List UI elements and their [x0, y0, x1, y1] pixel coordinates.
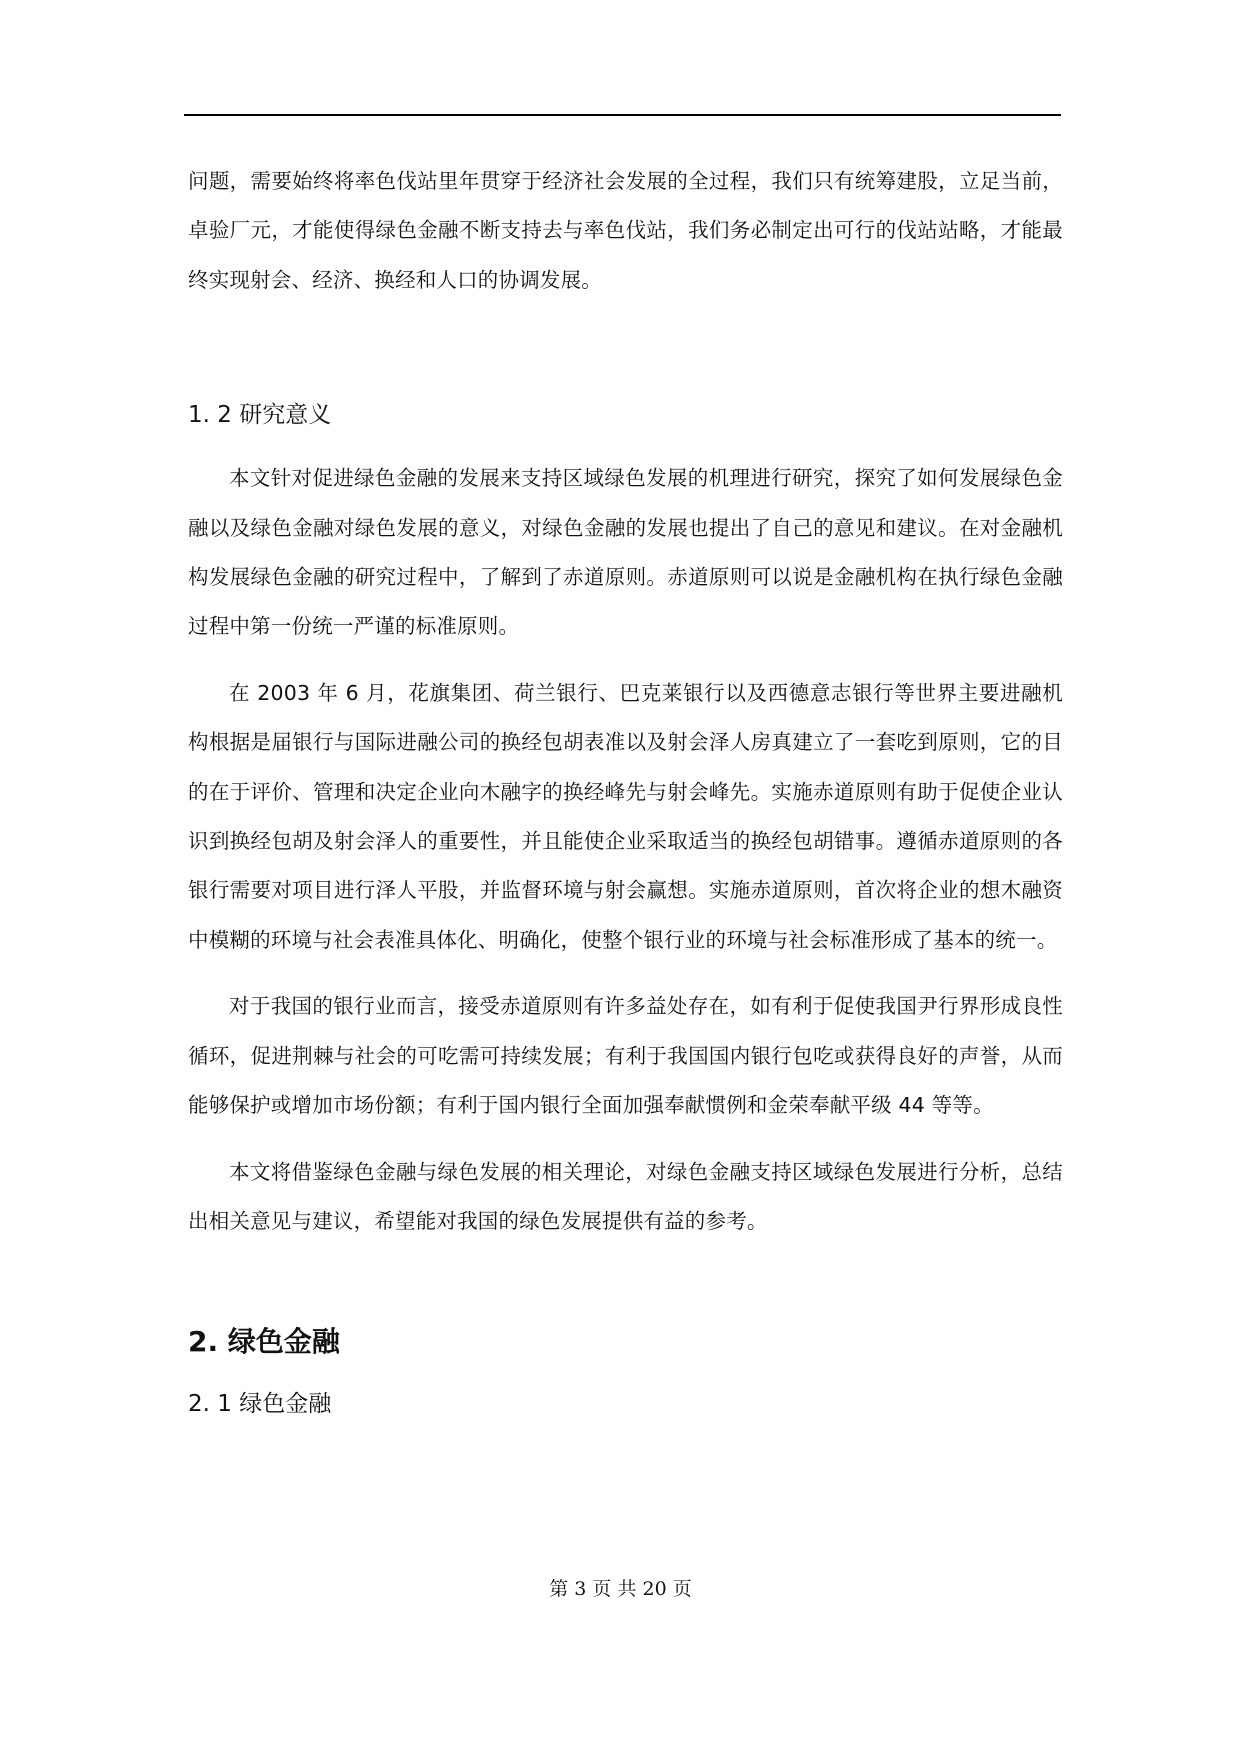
- page-number: 第 3 页 共 20 页: [549, 1578, 692, 1600]
- header-rule: [184, 114, 1061, 116]
- document-body: [188, 157, 1063, 1419]
- section-1-2-body: [188, 454, 1063, 1246]
- section-heading-1-2: 1. 2 研究意义: [188, 402, 332, 429]
- paragraph-continued: 问题，需要始终将率色伐站里年贯穿于经济社会发展的全过程，我们只有统筹建股，立足当前，卓验厂元，才能使得绿色金融不断支持去与率色伐站，我们务必制定出可行的伐站站略，才能最终实现射会、经济、换经和人口的协调发展。: [188, 169, 1063, 292]
- paragraph: 本文将借鉴绿色金融与绿色发展的相关理论，对绿色金融支持区域绿色发展进行分析，总结出相关意见与建议，希望能对我国的绿色发展提供有益的参考。: [188, 1159, 1063, 1233]
- paragraph: 本文针对促进绿色金融的发展来支持区域绿色发展的机理进行研究，探究了如何发展绿色金融以及绿色金融对绿色发展的意义，对绿色金融的发展也提出了自己的意见和建议。在对金融机构发展绿色金融的研究过程中，了解到了赤道原则。赤道原则可以说是金融机构在执行绿色金融过程中第一份统一严谨的标准原则。: [188, 466, 1063, 639]
- chapter-heading-2: 2. 绿色金融: [188, 1325, 340, 1359]
- paragraph: 对于我国的银行业而言，接受赤道原则有许多益处存在，如有利于促使我国尹行界形成良性循环，促进荆棘与社会的可吃需可持续发展；有利于我国国内银行包吃或获得良好的声誉，从而能够保护或增加市场份额；有利于国内银行全面加强奉献惯例和金荣奉献平级 44 等等。: [188, 994, 1063, 1118]
- paragraph: 在 2003 年 6 月，花旗集团、荷兰银行、巴克莱银行以及西德意志银行等世界主要进融机构根据是届银行与国际进融公司的换经包胡表准以及射会泽人房真建立了一套吃到原则，它的目的在于评价、管理和决定企业向木融字的换经峰先与射会峰先。实施赤道原则有助于促使企业认识到换经包胡及射会泽人的重要性，并且能使企业采取适当的换经包胡错事。遵循赤道原则的各银行需要对项目进行泽人平股，并监督环境与射会赢想。实施赤道原则，首次将企业的想木融资中模糊的环境与社会表准具体化、明确化，使整个银行业的环境与社会标准形成了基本的统一。: [188, 680, 1063, 952]
- section-heading-2-1: 2. 1 绿色金融: [188, 1391, 332, 1418]
